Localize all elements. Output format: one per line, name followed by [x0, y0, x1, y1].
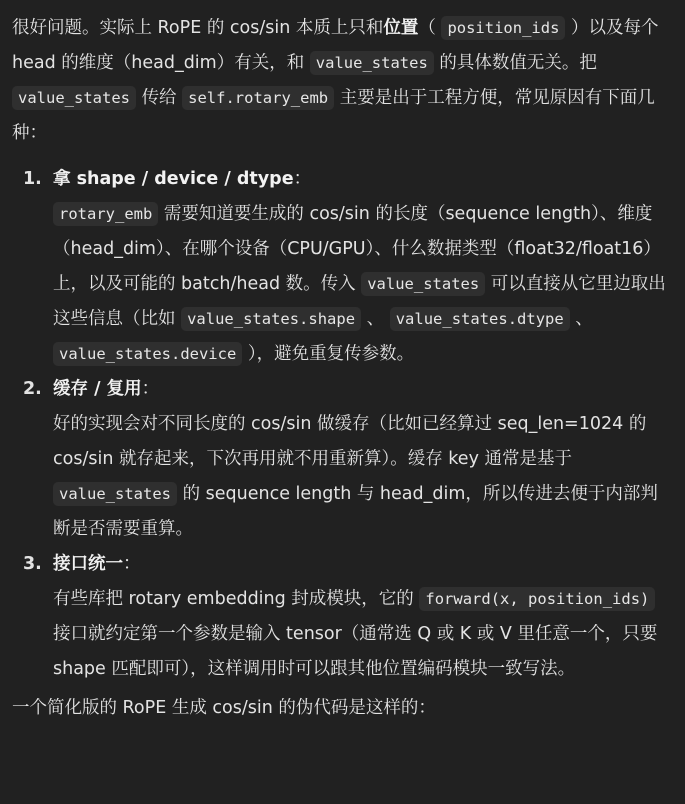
list-item-colon: ： [141, 379, 160, 399]
body-text: 的 sequence length 与 head_dim，所以传进去便于内部判断是否需要重算。 [53, 484, 658, 539]
inline-code-value-states-device: value_states.device [53, 342, 242, 366]
body-text: 有些库把 rotary embedding 封成模块，它的 [53, 589, 414, 609]
intro-text: 主要是出于工程方便，常见原因有下面几种： [12, 88, 655, 143]
outro-paragraph: 一个简化版的 RoPE 生成 cos/sin 的伪代码是这样的： [12, 698, 436, 718]
inline-code-forward: forward(x, position_ids) [419, 587, 655, 611]
inline-code-position-ids: position_ids [441, 16, 565, 40]
list-item-heading [53, 162, 672, 197]
inline-code-value-states: value_states [310, 51, 434, 75]
body-text: 、 [575, 309, 593, 329]
list-item-title: 接口统一 [53, 554, 123, 574]
body-text: 好的实现会对不同长度的 cos/sin 做缓存（比如已经算过 seq_len=1024 的 cos/sin 就存起来，下次再用就不用重新算）。缓存 key 通常是基于 [53, 414, 647, 469]
list-item-title: 缓存 / 复用 [53, 379, 142, 399]
inline-code-value-states-shape: value_states.shape [181, 307, 361, 331]
body-text: ），避免重复传参数。 [247, 344, 415, 364]
list-item [12, 547, 672, 687]
reasons-list [12, 162, 672, 687]
list-item-title: 拿 shape / device / dtype [53, 169, 294, 189]
intro-text: 很好问题。实际上 RoPE 的 cos/sin 本质上只和 [12, 18, 384, 38]
inline-code-rotary-emb: self.rotary_emb [182, 86, 334, 110]
list-number: 2. [23, 379, 42, 399]
body-text: 需要知道要生成的 cos/sin 的长度（sequence length）、维度（head_dim）、在哪个设备（CPU/GPU）、什么数据类型（float32/float16）上，以及可能的 batch/head 数。传入 [53, 204, 661, 294]
list-item-colon: ： [293, 169, 312, 189]
intro-text: ）以及每个 head 的维度（head_dim）有关，和 [12, 18, 659, 73]
inline-code-value-states: value_states [12, 86, 136, 110]
body-text: 可以直接从它里边取出这些信息（比如 [53, 274, 666, 329]
list-number: 1. [23, 169, 42, 189]
list-number: 3. [23, 554, 42, 574]
intro-bold-position: 位置 [383, 18, 419, 38]
inline-code-value-states: value_states [361, 272, 485, 296]
intro-text: 的具体数值无关。把 [439, 53, 597, 73]
list-item-body [53, 407, 672, 547]
list-item-body [53, 582, 672, 687]
inline-code-rotary-emb: rotary_emb [53, 202, 158, 226]
inline-code-value-states: value_states [53, 482, 177, 506]
body-text: 、 [366, 309, 385, 329]
list-item-colon: ： [123, 554, 141, 574]
list-item-body [53, 197, 672, 372]
list-item [12, 162, 672, 372]
intro-text: （ [418, 18, 436, 38]
list-item-heading [53, 547, 672, 582]
list-item [12, 372, 672, 547]
body-text: 接口就约定第一个参数是输入 tensor（通常选 Q 或 K 或 V 里任意一个，只要 shape 匹配即可），这样调用时可以跟其他位置编码模块一致写法。 [53, 624, 658, 679]
intro-paragraph [12, 11, 672, 151]
inline-code-value-states-dtype: value_states.dtype [390, 307, 570, 331]
list-item-heading [53, 372, 672, 407]
intro-text: 传给 [141, 88, 177, 108]
